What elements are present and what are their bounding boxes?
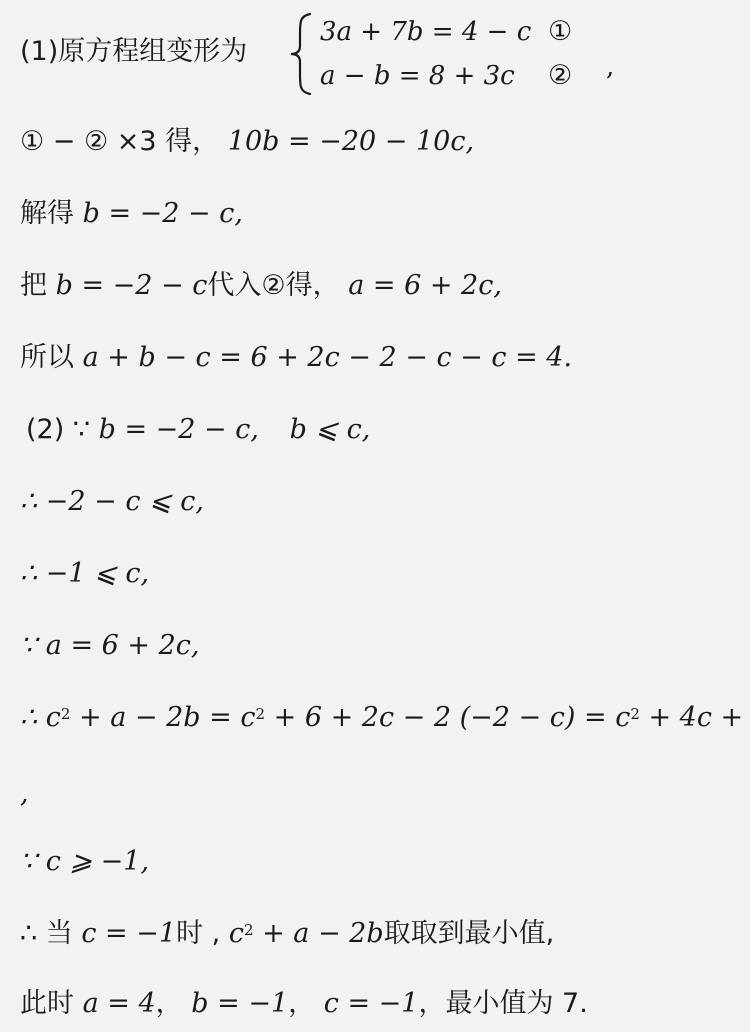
line-10-sup-2: 2 xyxy=(255,705,266,723)
line-14-part-f: c = −1 xyxy=(323,988,419,1019)
line-6-math-a: b = −2 − c, xyxy=(98,414,259,445)
line-14-part-a: 此时 xyxy=(20,988,83,1019)
line-10-sup-3: 2 xyxy=(630,705,640,723)
line-13-sup: 2 xyxy=(243,921,254,939)
line-10-part-a: ∴ c xyxy=(20,702,61,733)
line-8-math: ∴ −1 ⩽ c, xyxy=(20,558,150,589)
line-13-part-a: ∴ 当 xyxy=(20,918,82,949)
line-10-sup-1: 2 xyxy=(60,705,71,723)
line-part-2 xyxy=(26,412,370,448)
system-comma: , xyxy=(606,52,615,82)
line-substitute xyxy=(20,268,502,304)
line-min-condition xyxy=(20,916,554,952)
line-3-text: 解得 xyxy=(20,198,83,229)
line-13-part-b: c = −1 xyxy=(81,918,177,949)
circled-one-tag: ① xyxy=(548,16,573,47)
line-12-math: ∵ c ⩾ −1, xyxy=(20,846,150,877)
line-14-part-c: ， xyxy=(155,988,183,1019)
line-inequality xyxy=(20,484,204,520)
line-4-math-b: a = 6 + 2c, xyxy=(348,270,502,301)
line-10-part-d: + 4c + xyxy=(639,702,744,733)
system-prefix: (1)原方程组变形为 xyxy=(20,36,248,67)
equation-1 xyxy=(320,14,573,50)
line-10-part-c: + 6 + 2c − 2 (−2 − c) = c xyxy=(265,702,631,733)
line-5-math: a + b − c = 6 + 2c − 2 − c − c = 4. xyxy=(82,342,573,373)
line-14-part-g: ，最小值为 7. xyxy=(418,988,588,1019)
line-13-part-f: 取取到最小值, xyxy=(383,918,555,949)
line-14-part-e: ， xyxy=(288,988,316,1019)
left-brace-icon xyxy=(288,12,316,96)
line-6-math-b: b ⩽ c, xyxy=(289,414,371,445)
line-2-text: ① − ② ×3 得， xyxy=(20,126,220,157)
line-solve-b xyxy=(20,196,243,232)
line-13-part-c: 时 , xyxy=(176,918,229,949)
line-5-text: 所以 xyxy=(20,342,83,373)
line-subtract xyxy=(20,124,474,160)
line-14-part-b: a = 4 xyxy=(82,988,156,1019)
equation-1-expr: 3a + 7b = 4 − c xyxy=(320,17,532,47)
line-7-math: ∴ −2 − c ⩽ c, xyxy=(20,486,204,517)
line-14-part-d: b = −1 xyxy=(191,988,289,1019)
equation-2 xyxy=(320,58,573,94)
line-11-text: , xyxy=(20,778,29,809)
line-c-geq xyxy=(20,844,149,880)
line-a-expr xyxy=(20,628,200,664)
line-9-math: ∵ a = 6 + 2c, xyxy=(20,630,200,661)
line-conclusion-1 xyxy=(20,340,572,376)
line-13-part-e: + a − 2b xyxy=(253,918,384,949)
line-2-math: 10b = −20 − 10c, xyxy=(227,126,475,157)
line-3-math: b = −2 − c, xyxy=(82,198,243,229)
equation-2-expr: a − b = 8 + 3c xyxy=(320,61,515,91)
line-comma xyxy=(20,776,29,812)
circled-two-tag: ② xyxy=(548,60,573,91)
line-4-text-b: 代入②得， xyxy=(207,270,340,301)
line-4-math-a: b = −2 − c xyxy=(55,270,208,301)
line-final-answer xyxy=(20,986,588,1022)
equation-system xyxy=(20,12,640,98)
line-13-part-d: c xyxy=(228,918,244,949)
line-c-bound xyxy=(20,556,149,592)
line-expression xyxy=(20,700,743,736)
line-10-part-b: + a − 2b = c xyxy=(70,702,256,733)
line-6-prefix: (2) ∵ xyxy=(26,414,99,445)
line-4-text-a: 把 xyxy=(20,270,56,301)
